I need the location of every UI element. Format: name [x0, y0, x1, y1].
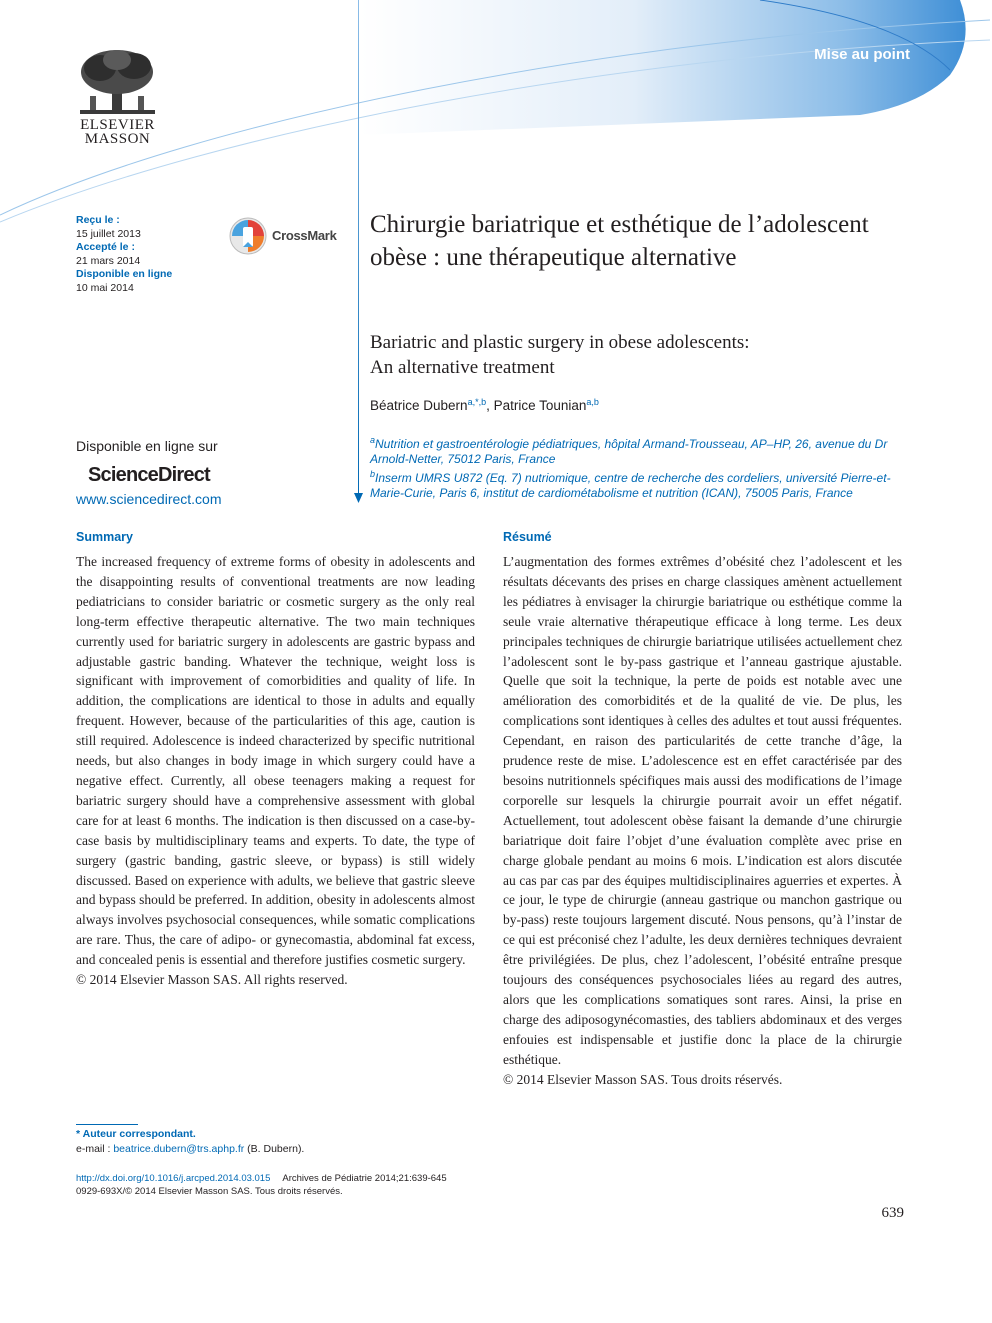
subtitle-line2: An alternative treatment — [370, 357, 555, 378]
accepted-date: 21 mars 2014 — [76, 254, 141, 267]
summary-copyright: © 2014 Elsevier Masson SAS. All rights reserved. — [76, 972, 348, 988]
subtitle-line1: Bariatric and plastic surgery in obese adolescents: — [370, 332, 750, 353]
sciencedirect-link[interactable]: www.sciencedirect.com — [76, 491, 222, 507]
divider-arrow-icon — [354, 493, 363, 503]
crossmark-label: CrossMark — [272, 228, 337, 243]
received-label: Reçu le : — [76, 214, 120, 226]
email-suffix: (B. Dubern). — [244, 1143, 305, 1155]
header-divider — [358, 0, 359, 500]
author-separator: , — [486, 398, 494, 413]
online-label: Disponible en ligne — [76, 268, 173, 280]
article-title: Chirurgie bariatrique et esthétique de l’adolescent obèse : une thérapeutique alternative — [370, 211, 869, 271]
summary-text: The increased frequency of extreme forms of obesity in adolescents and the disappointing results of conventional treatments are now leading pediatricians to consider bariatric or cosmetic surgery as the only real long-term effective therapeutic alternative. The two main techniques currently used for bariatric surgery in adolescents are gastric bypass and adjustable gastric banding. Whatever the technique, weight loss is significant with improvement of comorbidities and quality of life. In addition, the complications are identical to those in adults and equally frequent. However, because of the particularities of this age, caution is still required. Adolescence is indeed characterized by specific nutritional needs, but also changes in body image in which surgery could have a negative effect. Currently, all obese teenagers making a request for bariatric surgery should have a comprehensive assessment with global care for at least 6 months. The indication is then discussed on a case-by-case basis by multidisciplinary teams and experts. To date, the type of surgery (gastric banding, gastric sleeve, or bypass) is still widely discussed. Based on experience with adults, we believe that gastric sleeve and bypass should be preferred. In addition, obesity in adolescents almost always involves psychosocial consequences, while somatic complications are rare. Thus, the care of adipo- or gynecomastia, abdominal fat excess, and concealed penis is essential and therefore justifies cosmetic surgery. — [76, 554, 475, 968]
online-date: 10 mai 2014 — [76, 281, 134, 294]
corresponding-author-label: * Auteur correspondant. — [76, 1128, 196, 1140]
citation-line — [76, 1172, 447, 1185]
journal-reference: Archives de Pédiatrie 2014;21:639-645 — [282, 1173, 447, 1184]
affiliation-b — [370, 467, 910, 501]
available-online-label: Disponible en ligne sur — [76, 438, 218, 454]
summary-body — [76, 552, 475, 990]
article-subtitle — [370, 330, 890, 380]
citation-block — [76, 1172, 447, 1198]
publisher-logo — [70, 48, 165, 146]
email-line — [76, 1142, 304, 1157]
affiliation-text: Nutrition et gastroentérologie pédiatriques, hôpital Armand-Trousseau, AP–HP, 26, avenue du Dr Arnold-Netter, 75012 Paris, France — [370, 437, 888, 466]
footnote-rule — [76, 1124, 138, 1125]
page-number: 639 — [881, 1205, 904, 1221]
email-link[interactable]: beatrice.dubern@trs.aphp.fr — [113, 1143, 245, 1155]
author-list — [370, 397, 599, 413]
affiliation-a — [370, 433, 910, 467]
author-name[interactable]: Béatrice Dubern — [370, 398, 468, 413]
author-affiliation-marks[interactable]: a,*,b — [467, 397, 487, 407]
section-label: Mise au point — [814, 46, 910, 63]
issn-line: 0929-693X/© 2014 Elsevier Masson SAS. Tous droits réservés. — [76, 1186, 343, 1197]
footnote — [76, 1127, 304, 1157]
resume-body — [503, 552, 902, 1089]
publisher-name-line2: MASSON — [84, 131, 151, 147]
article-dates — [76, 214, 172, 295]
author-name[interactable]: Patrice Tounian — [493, 398, 587, 413]
resume-text: L’augmentation des formes extrêmes d’obésité chez l’adolescent et les résultats décevants des prises en charge classiques amènent actuellement les pédiatres à envisager la chirurgie bariatrique ou esthétique comme la seule vraie alternative thérapeutique efficace à long terme. Les deux principales techniques de chirurgie bariatrique utilisées actuellement chez l’adolescent sont le by-pass gastrique et l’anneau gastrique ajustable. Quelle que soit la technique, la perte de poids est notable avec une amélioration des comorbidités et de la qualité de vie. De plus, les complications sont identiques à celles des adultes et tout aussi fréquentes. Cependant, en raison des particularités de cette tranche d’âge, la prudence reste de mise. L’adolescence est en effet caractérisée par des besoins nutritionnels spécifiques mais aussi des modifications de l’image corporelle sur lesquels la chirurgie pourrait avoir un effet négatif. Actuellement, tout adolescent obèse faisant la demande d’une chirurgie bariatrique doit faire l’objet d’une évaluation complète avec prise en charge globale pendant au moins 6 mois. L’indication est alors discutée au cas par cas par des équipes multidisciplinaires aguerries et expertes. À ce jour, le type de chirurgie (anneau gastrique ou manchon gastrique ou by-pass) reste toujours largement discuté. Nous pensons, qu’à l’instar de ce qui est préconisé chez l’adulte, les deux dernières techniques devraient être privilégiées. De plus, chez l’adolescent, l’obésité entraîne presque toujours des conséquences psychosociales liées au regard des autres, alors que les complications somatiques sont rares. Ainsi, la prise en charge des adiposogynécomasties, des tabliers abdominaux et des verges enfouies est indispensable et justifie donc la place de la chirurgie esthétique. — [503, 554, 902, 1067]
author-affiliation-marks[interactable]: a,b — [586, 397, 599, 407]
crossmark-icon — [228, 216, 268, 256]
summary-heading: Summary — [76, 530, 133, 544]
email-label: e-mail : — [76, 1143, 114, 1155]
received-date: 15 juillet 2013 — [76, 227, 141, 240]
affiliation-key: b — [370, 469, 376, 479]
resume-heading: Résumé — [503, 530, 552, 544]
affiliation-key: a — [370, 435, 376, 445]
accepted-label: Accepté le : — [76, 241, 135, 253]
affiliations — [370, 433, 910, 501]
doi-link[interactable]: http://dx.doi.org/10.1016/j.arcped.2014.03.015 — [76, 1173, 271, 1184]
crossmark-badge[interactable] — [228, 216, 348, 256]
publisher-name-line1: ELSEVIER — [80, 117, 155, 133]
affiliation-text: Inserm UMRS U872 (Eq. 7) nutriomique, centre de recherche des cordeliers, université Pierre-et-Marie-Curie, Paris 6, institut de cardiométabolisme et nutrition (ICAN), 75005 Paris, France — [370, 471, 891, 500]
sciencedirect-brand: ScienceDirect — [88, 464, 210, 486]
elsevier-tree-icon — [70, 48, 165, 118]
resume-copyright: © 2014 Elsevier Masson SAS. Tous droits réservés. — [503, 1071, 783, 1087]
